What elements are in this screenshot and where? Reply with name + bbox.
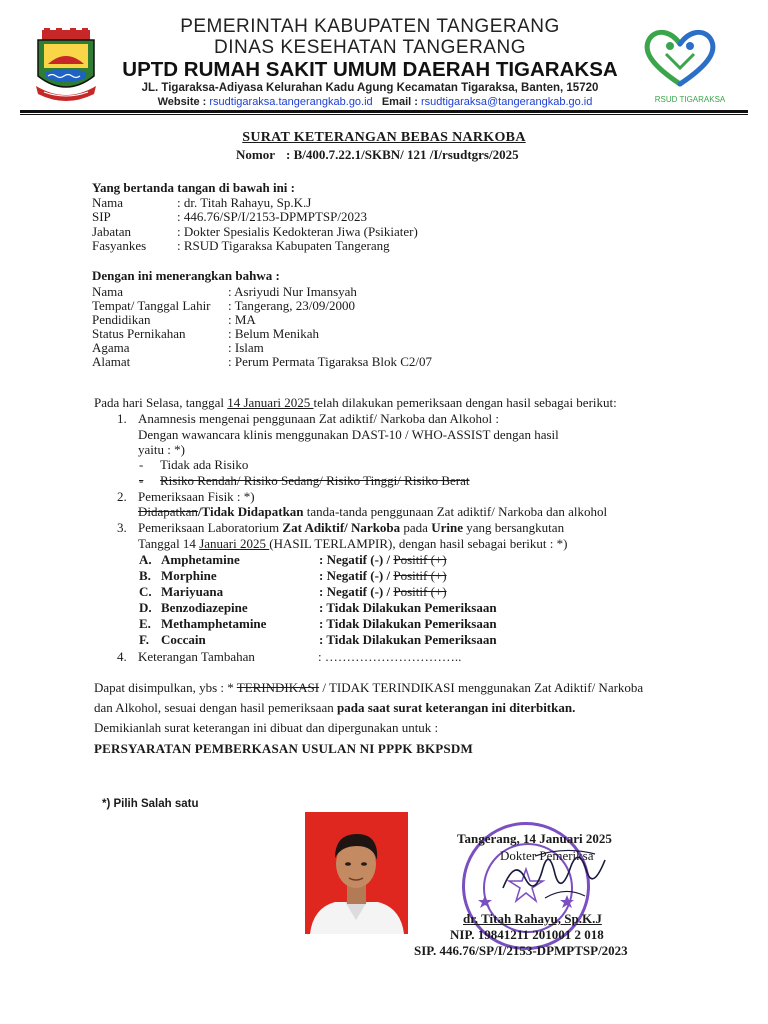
- lab-result: : Negatif (-) /: [319, 552, 394, 567]
- lab-letter: E.: [139, 616, 151, 631]
- lab-result: : Tidak Dilakukan Pemeriksaan: [319, 632, 497, 647]
- item1-option-risk-struck: Risiko Rendah/ Risiko Sedang/ Risiko Tinggi/ Risiko Berat: [160, 473, 470, 488]
- document-title: SURAT KETERANGAN BEBAS NARKOBA: [242, 130, 526, 145]
- conclusion-line3: Demikianlah surat keterangan ini dibuat dan dipergunakan untuk :: [94, 720, 439, 735]
- lab-row: [139, 600, 497, 615]
- signer-row: [92, 195, 311, 210]
- item1-line2: Dengan wawancara klinis menggunakan DAST-10 / WHO-ASSIST dengan hasil: [138, 427, 559, 442]
- subject-value: : Perum Permata Tigaraksa Blok C2/07: [228, 354, 433, 369]
- header-divider-thick: [20, 110, 748, 113]
- signature-place-date: Tangerang, 14 Januari 2025: [457, 831, 612, 846]
- item3-substance: Zat Adiktif/ Narkoba: [282, 520, 401, 535]
- exam-intro-before: Pada hari Selasa, tanggal: [94, 395, 228, 410]
- document-number-value: : B/400.7.22.1/SKBN/ 121 /I/rsudtgrs/2025: [286, 147, 519, 162]
- item-number: 2.: [117, 489, 127, 504]
- signer-label: Nama: [92, 195, 124, 210]
- conclusion-text: Dapat disimpulkan, ybs : *: [94, 680, 237, 695]
- purpose-statement: PERSYARATAN PEMBERKASAN USULAN NI PPPK BKPSDM: [94, 741, 473, 756]
- subject-intro: Dengan ini menerangkan bahwa :: [92, 268, 280, 283]
- signer-row: [92, 209, 367, 224]
- lab-letter: A.: [139, 552, 152, 567]
- header-address: JL. Tigaraksa-Adiyasa Kelurahan Kadu Agung Kecamatan Tigaraksa, Banten, 15720: [141, 82, 599, 94]
- header-line-dinas: DINAS KESEHATAN TANGERANG: [214, 37, 526, 58]
- lab-result: : Negatif (-) /: [319, 568, 394, 583]
- item2-struck-option: Didapatkan: [138, 504, 198, 519]
- applicant-photo: [305, 812, 408, 934]
- document-number: [236, 147, 519, 162]
- exam-intro-after: telah dilakukan pemeriksaan dengan hasil sebagai berikut:: [313, 395, 617, 410]
- item2-line1: Pemeriksaan Fisik : *): [138, 489, 255, 504]
- lab-name: Methamphetamine: [161, 616, 267, 631]
- signer-name: dr. Titah Rahayu, Sp.K.J: [463, 911, 602, 926]
- item1-line1: Anamnesis mengenai penggunaan Zat adiktif/ Narkoba dan Alkohol :: [138, 411, 500, 426]
- lab-result: : Tidak Dilakukan Pemeriksaan: [319, 616, 497, 631]
- subject-label: Alamat: [92, 354, 131, 369]
- lab-struck: Positif (+): [393, 584, 447, 599]
- subject-label: Status Pernikahan: [92, 326, 186, 341]
- item3-text: yang bersangkutan: [462, 520, 565, 535]
- item1-option-no-risk: Tidak ada Risiko: [160, 457, 249, 472]
- item1-line3: yaitu : *): [138, 442, 185, 457]
- email-label: Email :: [381, 96, 418, 108]
- signer-label: Jabatan: [92, 224, 131, 239]
- item3-text: Tanggal 14: [138, 536, 200, 551]
- conclusion-line2: [94, 700, 575, 715]
- signer-value: : RSUD Tigaraksa Kabupaten Tangerang: [177, 238, 390, 253]
- item3-text: (HASIL TERLAMPIR), dengan hasil sebagai berikut : *): [269, 536, 568, 551]
- subject-label: Tempat/ Tanggal Lahir: [92, 298, 211, 313]
- rsud-tigaraksa-heart-logo: [640, 28, 720, 88]
- lab-row: [139, 568, 447, 583]
- signer-value: : Dokter Spesialis Kedokteran Jiwa (Psikiater): [177, 224, 418, 239]
- item-number: 4.: [117, 649, 127, 664]
- lab-letter: C.: [139, 584, 152, 599]
- subject-row: [92, 312, 256, 327]
- signer-row: [92, 238, 390, 253]
- item3-line2: [138, 536, 567, 551]
- item2-selected-option: /Tidak Didapatkan: [197, 504, 304, 519]
- lab-row: [139, 616, 497, 631]
- subject-label: Agama: [92, 340, 130, 355]
- conclusion-text: / TIDAK TERINDIKASI menggunakan Zat Adiktif/ Narkoba: [319, 680, 644, 695]
- item2-line2: [138, 504, 607, 519]
- item3-line1: [138, 520, 564, 535]
- header-line-government: PEMERINTAH KABUPATEN TANGERANG: [180, 16, 560, 37]
- subject-value: : Asriyudi Nur Imansyah: [228, 284, 357, 299]
- subject-row: [92, 284, 357, 299]
- signer-sip: SIP. 446.76/SP/I/2153-DPMPTSP/2023: [414, 943, 628, 958]
- lab-struck: Positif (+): [393, 552, 447, 567]
- item3-date: Januari 2025: [199, 536, 270, 551]
- applicant-portrait-image: [305, 812, 408, 934]
- website-link[interactable]: rsudtigaraksa.tangerangkab.go.id: [209, 96, 373, 108]
- signer-row: [92, 224, 418, 239]
- subject-label: Pendidikan: [92, 312, 151, 327]
- conclusion-line1: [94, 680, 643, 695]
- subject-row: [92, 298, 355, 313]
- item4-value: : …………………………..: [318, 649, 462, 664]
- signature-role: Dokter Pemeriksa: [500, 848, 594, 863]
- item-number: 1.: [117, 411, 127, 426]
- signer-nip: NIP. 19841211 201001 2 018: [450, 927, 604, 942]
- subject-value: : Tangerang, 23/09/2000: [228, 298, 356, 313]
- subject-value: : Islam: [228, 340, 264, 355]
- signer-value: : 446.76/SP/I/2153-DPMPTSP/2023: [177, 209, 367, 224]
- lab-name: Morphine: [161, 568, 217, 583]
- lab-name: Benzodiazepine: [161, 600, 248, 615]
- signer-value: : dr. Titah Rahayu, Sp.K.J: [177, 195, 312, 210]
- item3-text: Pemeriksaan Laboratorium: [138, 520, 283, 535]
- dash-bullet: -: [139, 473, 144, 488]
- subject-label: Nama: [92, 284, 124, 299]
- subject-value: : Belum Menikah: [228, 326, 319, 341]
- lab-name: Amphetamine: [161, 552, 240, 567]
- lab-row: [139, 552, 447, 567]
- conclusion-struck: TERINDIKASI: [236, 680, 320, 695]
- conclusion-text: dan Alkohol, sesuai dengan hasil pemeriksaan: [94, 700, 337, 715]
- lab-result: : Tidak Dilakukan Pemeriksaan: [319, 600, 497, 615]
- signer-label: SIP: [92, 209, 111, 224]
- document-number-label: Nomor: [236, 147, 275, 162]
- rsud-logo-caption: RSUD TIGARAKSA: [654, 95, 726, 104]
- subject-row: [92, 354, 432, 369]
- item3-sample: Urine: [431, 520, 463, 535]
- subject-row: [92, 340, 264, 355]
- exam-date: 14 Januari 2025: [227, 395, 314, 410]
- email-link[interactable]: rsudtigaraksa@tangerangkab.go.id: [420, 96, 593, 108]
- lab-row: [139, 632, 497, 647]
- signer-intro: Yang bertanda tangan di bawah ini :: [92, 180, 295, 195]
- footnote: *) Pilih Salah satu: [102, 798, 199, 810]
- header-hospital-title: UPTD RUMAH SAKIT UMUM DAERAH TIGARAKSA: [122, 58, 618, 81]
- kabupaten-tangerang-crest-logo: [34, 28, 98, 102]
- lab-letter: D.: [139, 600, 152, 615]
- item-number: 3.: [117, 520, 127, 535]
- signer-label: Fasyankes: [92, 238, 147, 253]
- lab-name: Mariyuana: [161, 584, 224, 599]
- exam-intro: [94, 395, 617, 410]
- header-contact-line: [120, 96, 630, 108]
- lab-letter: B.: [139, 568, 151, 583]
- item4-label: Keterangan Tambahan: [138, 649, 255, 664]
- website-label: Website :: [157, 96, 207, 108]
- lab-row: [139, 584, 447, 599]
- item2-rest: tanda-tanda penggunaan Zat adiktif/ Narkoba dan alkohol: [303, 504, 608, 519]
- dash-bullet: -: [139, 457, 144, 472]
- lab-letter: F.: [139, 632, 149, 647]
- item3-text: pada: [400, 520, 432, 535]
- subject-row: [92, 326, 319, 341]
- header-divider-thin: [20, 114, 748, 115]
- subject-value: : MA: [228, 312, 256, 327]
- conclusion-bold: pada saat surat keterangan ini diterbitkan.: [336, 700, 576, 715]
- lab-struck: Positif (+): [393, 568, 447, 583]
- lab-name: Coccain: [161, 632, 206, 647]
- lab-result: : Negatif (-) /: [319, 584, 394, 599]
